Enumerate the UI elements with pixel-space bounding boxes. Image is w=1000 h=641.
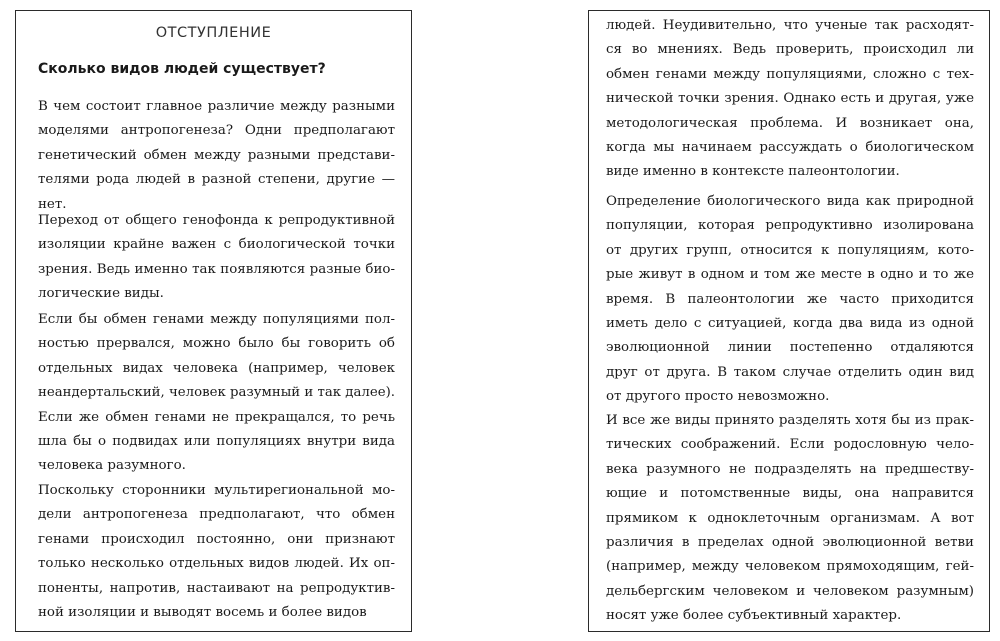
- text-line: человека разумного.: [38, 458, 186, 474]
- text-line: изоляции крайне важен с биологической точки: [38, 237, 395, 253]
- text-line: ся во мнениях. Ведь проверить, происходил ли: [606, 42, 974, 58]
- text-line: Определение биологического вида как природной: [606, 194, 974, 209]
- text-line: В чем состоит главное различие между разными: [38, 99, 395, 114]
- text-line: нет.: [38, 196, 67, 212]
- paragraph: [606, 190, 974, 410]
- text-line: отдельных видах человека (например, человек: [38, 360, 395, 376]
- paragraph: [606, 409, 974, 629]
- paragraph: [38, 95, 395, 217]
- text-line: когда мы начинаем рассуждать о биологическом: [606, 140, 974, 156]
- paragraph: [38, 479, 395, 625]
- text-line: тических соображений. Если родословную чело-: [606, 437, 974, 453]
- text-line: от другого просто невозможно.: [606, 389, 830, 405]
- sidebar-heading: Сколько видов людей существует?: [38, 61, 326, 77]
- text-line: нической точки зрения. Однако есть и другая, уже: [606, 91, 974, 107]
- text-line: поненты, напротив, настаивают на репродуктив-: [38, 580, 395, 596]
- text-line: генами происходил постоянно, они признают: [38, 531, 395, 547]
- text-line: виде именно в контексте палеонтологии.: [606, 164, 900, 180]
- text-line: прямиком к одноклеточным организмам. А вот: [606, 510, 974, 526]
- text-line: ной изоляции и выводят восемь и более видов: [38, 605, 367, 621]
- text-line: (например, между человеком прямоходящим, гей-: [606, 559, 974, 575]
- text-line: моделями антропогенеза? Одни предполагают: [38, 123, 395, 139]
- text-line: ностью прервался, можно было бы говорить об: [38, 336, 395, 352]
- text-line: время. В палеонтологии же часто приходится: [606, 291, 974, 307]
- section-label: ОТСТУПЛЕНИЕ: [155, 25, 272, 41]
- text-line: дели антропогенеза предполагают, что обмен: [38, 507, 395, 523]
- text-line: иметь дело с ситуацией, когда два вида из одной: [606, 316, 974, 332]
- paragraph: [38, 308, 395, 479]
- text-line: популяции, которая репродуктивно изолирована: [606, 218, 974, 234]
- text-line: эволюционной линии постепенно отдаляются: [606, 340, 974, 356]
- text-line: обмен генами между популяциями, сложно с тех-: [606, 66, 974, 82]
- text-line: носят уже более субъективный характер.: [606, 608, 902, 624]
- text-line: ющие и потомственные виды, она направится: [606, 486, 974, 502]
- text-line: только несколько отдельных видов людей. Их оп-: [38, 556, 395, 572]
- paragraph: [38, 209, 395, 307]
- text-line: рые живут в одном и том же месте в одно и то же: [606, 267, 974, 283]
- text-line: зрения. Ведь именно так появляются разные био-: [38, 261, 395, 277]
- right-page: [588, 10, 990, 632]
- text-line: неандертальский, человек разумный и так далее).: [38, 385, 396, 401]
- text-line: методологическая проблема. И возникает она,: [606, 115, 974, 131]
- text-line: Переход от общего генофонда к репродуктивной: [38, 213, 395, 228]
- text-line: людей. Неудивительно, что ученые так расходят-: [606, 18, 974, 33]
- text-line: шла бы о подвидах или популяциях внутри вида: [38, 434, 395, 450]
- text-line: генетический обмен между разными представи-: [38, 147, 395, 163]
- text-line: различия в пределах одной эволюционной ветви: [606, 535, 974, 551]
- text-line: Поскольку сторонники мультирегиональной мо-: [38, 483, 395, 498]
- text-line: Если бы обмен генами между популяциями пол-: [38, 312, 395, 327]
- text-line: друг от друга. В таком случае отделить один вид: [606, 364, 974, 380]
- text-line: телями рода людей в разной степени, другие —: [38, 172, 395, 188]
- text-line: века разумного не подразделять на предшеству-: [606, 461, 974, 477]
- text-line: И все же виды принято разделять хотя бы из прак-: [606, 413, 974, 428]
- left-page: [15, 10, 412, 632]
- text-line: от других групп, относится к популяциям, кото-: [606, 242, 974, 258]
- paragraph: [606, 14, 974, 185]
- text-line: дельбергским человеком и человеком разумным): [606, 583, 974, 599]
- text-line: Если же обмен генами не прекращался, то речь: [38, 409, 395, 425]
- text-line: логические виды.: [38, 286, 164, 302]
